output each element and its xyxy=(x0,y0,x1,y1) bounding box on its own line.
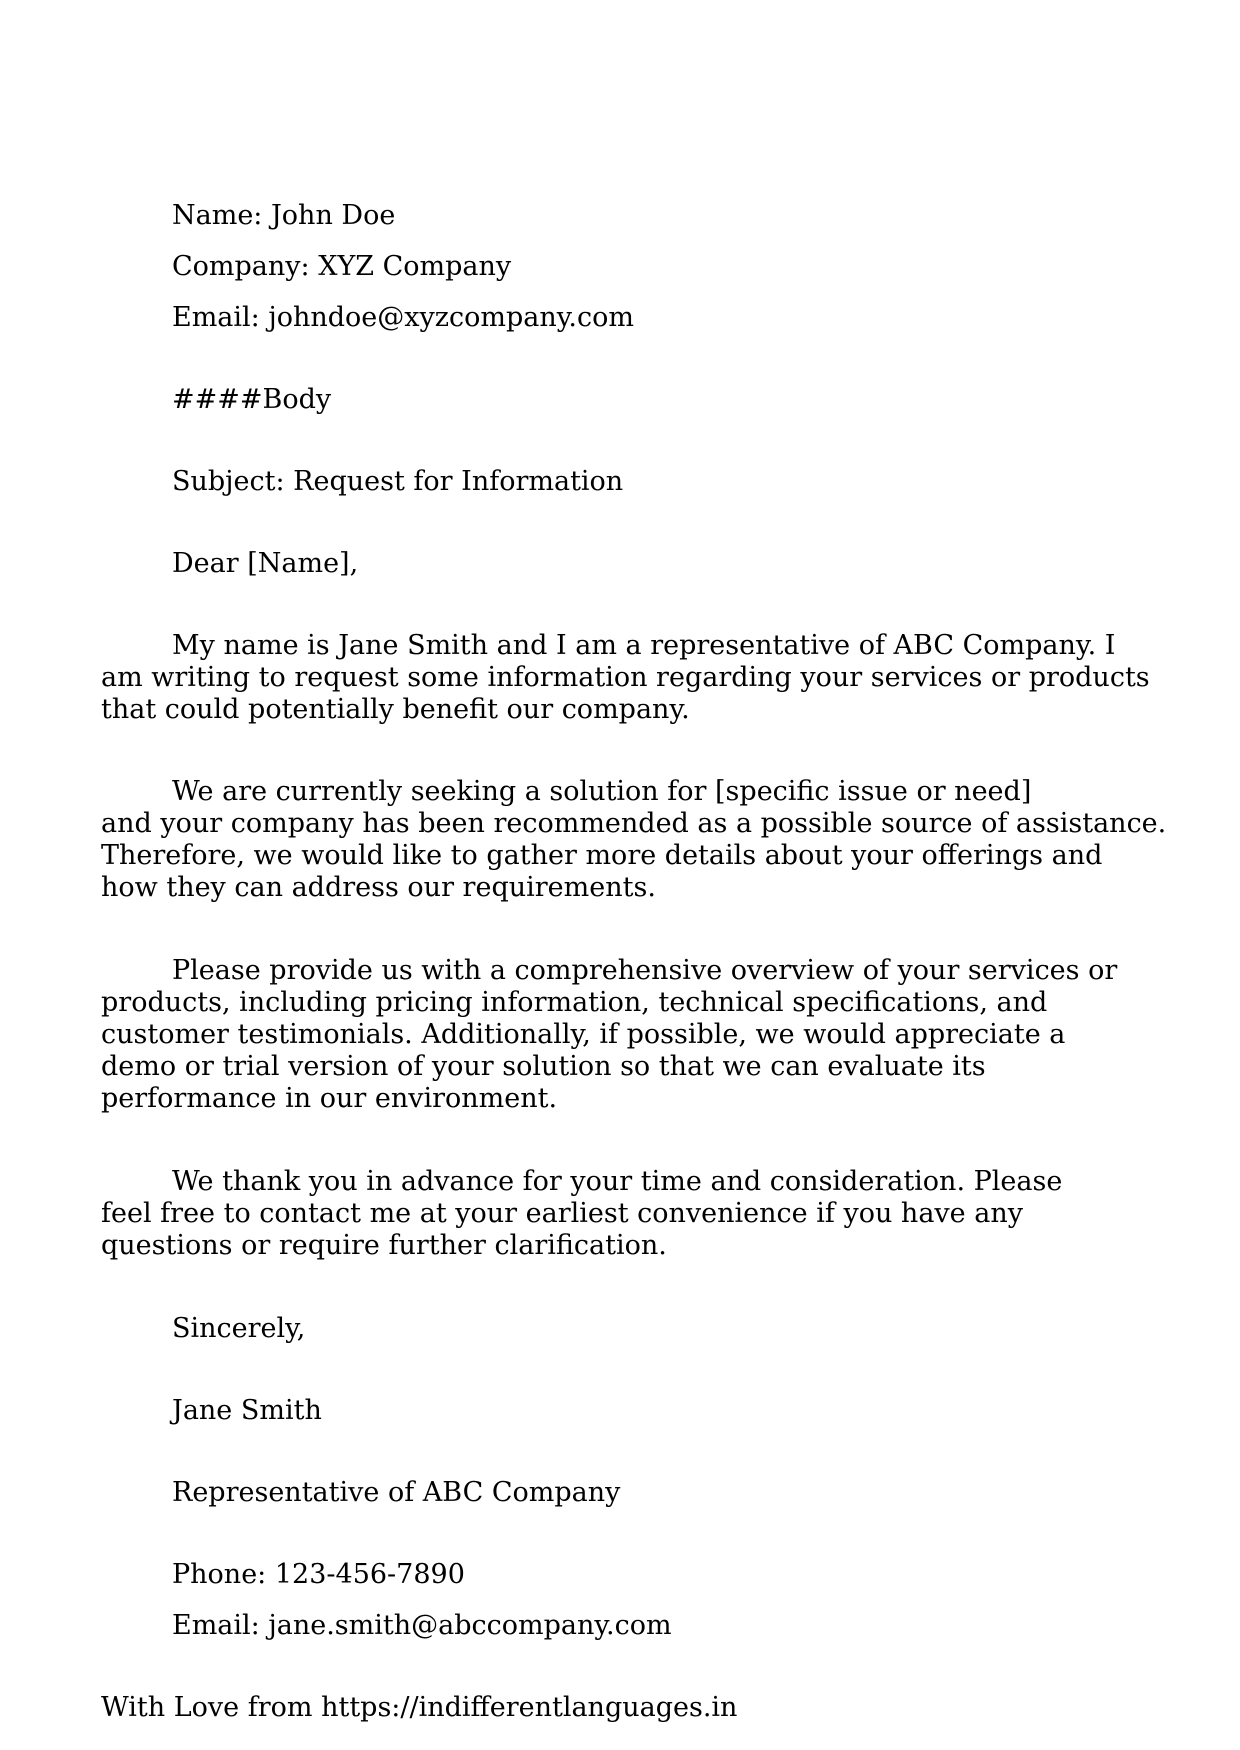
paragraph-1-line-3: that could potentially benefit our company. xyxy=(101,694,690,725)
closing: Sincerely, xyxy=(172,1313,306,1344)
paragraph-3-line-2: products, including pricing information, technical specifications, and xyxy=(101,987,1048,1018)
salutation: Dear [Name], xyxy=(172,548,359,579)
signature-name: Jane Smith xyxy=(172,1395,322,1426)
sender-email: Email: johndoe@xyzcompany.com xyxy=(172,302,634,333)
paragraph-1-line-1: My name is Jane Smith and I am a representative of ABC Company. I xyxy=(172,630,1116,661)
signature-email: Email: jane.smith@abccompany.com xyxy=(172,1610,672,1641)
paragraph-4-line-2: feel free to contact me at your earliest convenience if you have any xyxy=(101,1198,1023,1229)
paragraph-3-line-4: demo or trial version of your solution so that we can evaluate its xyxy=(101,1051,986,1082)
paragraph-2-line-2: and your company has been recommended as a possible source of assistance. xyxy=(101,808,1167,839)
paragraph-3-line-1: Please provide us with a comprehensive overview of your services or xyxy=(172,955,1118,986)
paragraph-2-line-4: how they can address our requirements. xyxy=(101,872,656,903)
paragraph-2-line-1: We are currently seeking a solution for [specific issue or need] xyxy=(172,776,1032,807)
paragraph-3-line-3: customer testimonials. Additionally, if possible, we would appreciate a xyxy=(101,1019,1066,1050)
paragraph-4 xyxy=(101,1166,1211,1262)
signature-phone: Phone: 123-456-7890 xyxy=(172,1559,465,1590)
paragraph-3-line-5: performance in our environment. xyxy=(101,1083,558,1114)
subject-line: Subject: Request for Information xyxy=(172,466,624,497)
footer-credit: With Love from https://indifferentlanguages.in xyxy=(101,1692,738,1723)
paragraph-1 xyxy=(101,630,1211,726)
body-marker: ####Body xyxy=(172,384,332,415)
signature-title: Representative of ABC Company xyxy=(172,1477,621,1508)
paragraph-3 xyxy=(101,955,1211,1115)
paragraph-1-line-2: am writing to request some information regarding your services or products xyxy=(101,662,1150,693)
paragraph-2-line-3: Therefore, we would like to gather more details about your offerings and xyxy=(101,840,1103,871)
sender-name: Name: John Doe xyxy=(172,200,396,231)
paragraph-4-line-1: We thank you in advance for your time and consideration. Please xyxy=(172,1166,1063,1197)
paragraph-4-line-3: questions or require further clarification. xyxy=(101,1230,667,1261)
paragraph-2 xyxy=(101,776,1211,904)
sender-company: Company: XYZ Company xyxy=(172,251,512,282)
